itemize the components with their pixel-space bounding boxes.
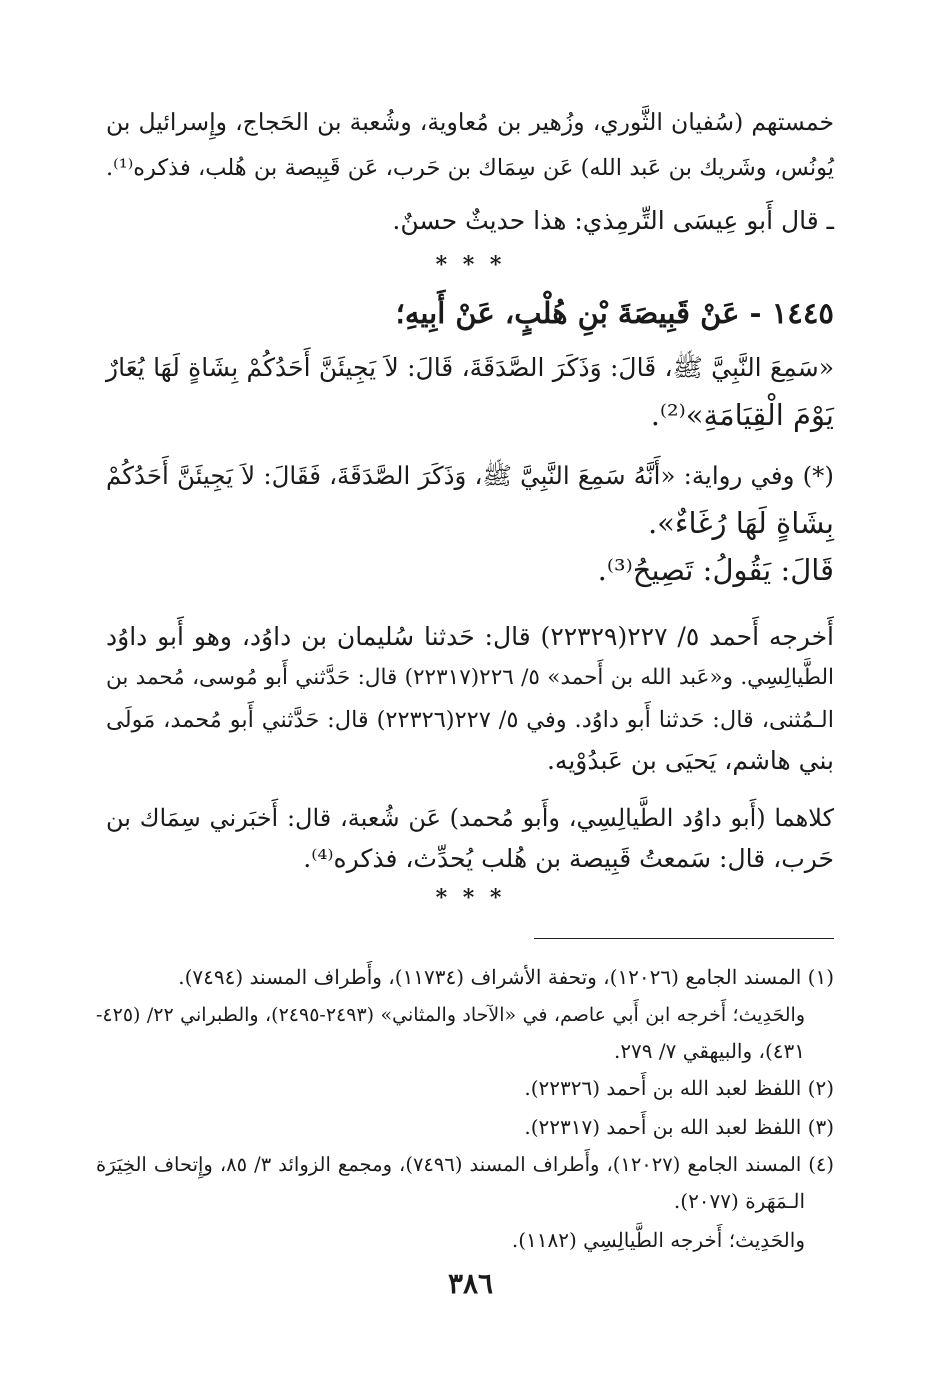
footnote-rule — [534, 938, 834, 939]
hadith-text-line: «سَمِعَ النَّبِيَّ ﷺ، قَالَ: وَذَكَرَ الصَّدَقَةَ، قَالَ: لاَ يَجِيئَنَّ أَحَدُكُمْ بِشَاةٍ لَهَا يُعَارٌ — [106, 353, 834, 382]
takhrij-line: كلاهما (أَبو داوُد الطَّيالِسِي، وأَبو مُحمد) عَن شُعبة، قال: أَخبَرني سِمَاك بن — [106, 804, 834, 832]
body-line: يُونُس، وشَريك بن عَبد الله) عَن سِمَاك بن حَرب، عَن قَبِيصة بن هُلب، فذكره⁽¹⁾. — [106, 155, 834, 181]
takhrij-line: الطَّيالِسِي. و«عَبد الله بن أَحمد» ٥/ ٢٢٦(٢٢٣١٧) قال: حَدَّثني أَبو مُوسى، مُحمد بن — [106, 665, 835, 690]
section-separator: * * * — [435, 252, 506, 278]
footnote-1-cont: ٤٣١)، والبيهقي ٧/ ٢٧٩. — [613, 1039, 805, 1063]
variant-text-line: بِشَاةٍ لَهَا رُغَاءٌ». — [647, 506, 834, 540]
body-line: خمستهم (سُفيان الثَّوري، وزُهير بن مُعاوية، وشُعبة بن الحَجاج، وإِسرائيل بن — [106, 108, 834, 136]
takhrij-line: الـمُثنى، قال: حَدثنا أَبو داوُد. وفي ٥/ ٢٢٧(٢٢٣٢٦) قال: حَدَّثني أَبو مُحمد، مَولَى — [106, 707, 835, 733]
footnote-4: (٤) المسند الجامع (١٢٠٢٧)، وأَطراف المسند (٧٤٩٦)، ومجمع الزوائد ٣/ ٨٥، وإِتحاف الخِيَرَة — [96, 1153, 834, 1176]
footnote-1-cont: والحَدِيث؛ أَخرجه ابن أَبي عاصم، في «الآحاد والمثاني» (٢٤٩٣-٢٤٩٥)، والطبراني ٢٢/ (٤٢٥- — [96, 1004, 806, 1026]
takhrij-line: حَرب، قال: سَمعتُ قَبِيصة بن هُلب يُحدِّث، فذكره⁽⁴⁾. — [303, 844, 834, 873]
footnote-2: (٢) اللفظ لعبد الله بن أَحمد (٢٢٣٢٦). — [524, 1076, 834, 1100]
variant-text-line: (*) وفي رواية: «أَنَّهُ سَمِعَ النَّبِيَّ ﷺ، وَذَكَرَ الصَّدَقَةَ، فَقَالَ: لاَ يَجِيئَنَّ أَحَدُكُمْ — [106, 461, 834, 490]
footnote-4-cont: والحَدِيث؛ أَخرجه الطَّيالِسِي (١١٨٢). — [511, 1228, 805, 1252]
footnote-1: (١) المسند الجامع (١٢٠٢٦)، وتحفة الأشراف (١١٧٣٤)، وأَطراف المسند (٧٤٩٤). — [178, 965, 834, 989]
takhrij-line: أَخرجه أَحمد ٥/ ٢٢٧(٢٢٣٢٩) قال: حَدثنا سُليمان بن داوُد، وهو أَبو داوُد — [106, 622, 834, 651]
page-number: ٣٨٦ — [447, 1267, 494, 1300]
tirmidhi-remark: ـ قال أَبو عِيسَى التِّرمِذي: هذا حديثٌ حسنٌ. — [392, 206, 834, 235]
footnote-3: (٣) اللفظ لعبد الله بن أَحمد (٢٢٣١٧). — [524, 1115, 834, 1139]
takhrij-line: بني هاشم، يَحيَى بن عَبدُوْيه. — [546, 746, 834, 775]
qal-line: قَالَ: يَقُولُ: تَصِيحُ⁽³⁾. — [597, 553, 834, 587]
hadith-heading: ١٤٤٥ - عَنْ قَبِيصَةَ بْنِ هُلْبٍ، عَنْ أَبِيهِ؛ — [395, 296, 834, 330]
section-separator: * * * — [435, 885, 506, 911]
footnote-4-cont: الـمَهَرة (٢٠٧٧). — [673, 1189, 805, 1213]
hadith-text-line: يَوْمَ الْقِيَامَةِ»⁽²⁾. — [650, 398, 834, 432]
